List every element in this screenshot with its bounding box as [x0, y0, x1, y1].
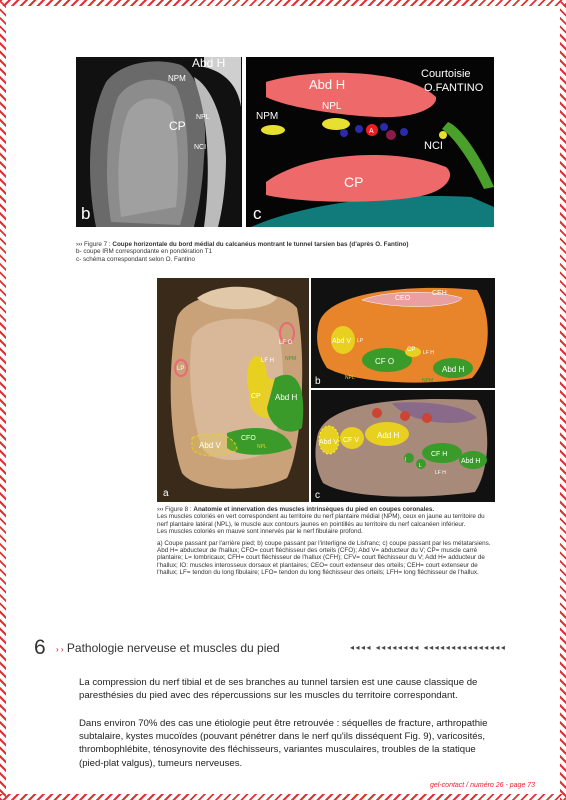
mri-label-npm: NPM	[168, 74, 186, 83]
a-label-lp: LP	[177, 366, 185, 372]
caption-label: Figure 7 :	[84, 241, 111, 248]
caption-title: Anatomie et innervation des muscles intrinsèques du pied en coupes coronales.	[193, 506, 435, 513]
schema-label-npm: NPM	[256, 111, 279, 122]
a-label-abd-h: Abd H	[275, 393, 298, 402]
decorative-border-left	[0, 0, 6, 800]
c-label-abd-h: Abd H	[461, 458, 481, 465]
b-label-cp: CP	[407, 347, 416, 353]
caption-abbreviations: Abd H= abducteur de l'hallux; CFO= court fléchisseur des orteils (CFO); Abd V= abducteur du V; CP= muscle carré plantaire; L= lombricaux; CFH= court fléchisseur de l'hallux (CFH); CFV= court fléchisseur du V; Add H= adducteur de l'hallux; IO: muscles interosseux dorsaux et plantaires; CEO= court extenseur des orteils; CEH= court extenseur de l'hallux; LF= tendon du long fibulaire; LFO= tendon du long fléchisseur des orteils; LFH= long fléchisseur de l'hallux.	[157, 547, 485, 577]
panel-letter-c8: c	[315, 490, 320, 501]
caption-label: Figure 8 :	[165, 506, 192, 513]
a-label-abd-v: Abd V	[199, 441, 221, 450]
b-label-npl: NPL	[345, 375, 355, 381]
b-label-cfo: CF O	[375, 357, 395, 366]
decorative-border-bottom	[0, 794, 566, 800]
b-label-ceo: CEO	[395, 295, 411, 302]
page-footer: gel-contact / numéro 26 - page 73	[430, 782, 536, 789]
mri-label-abd-h: Abd H	[192, 57, 226, 70]
schema-label-a: A	[369, 128, 374, 135]
b-label-abd-h: Abd H	[442, 365, 465, 374]
caption-paragraph: a) Coupe passant par l'arrière pied; b) coupe passant par l'interligne de Lisfranc; c) coupe passant par les métatarsiens.	[157, 539, 491, 547]
caption-arrows: ›››	[76, 241, 83, 248]
c-label-i: I	[405, 457, 407, 463]
mri-label-cp: CP	[169, 119, 186, 133]
caption-line-b: b- coupe IRM correspondante en pondération T1	[76, 248, 213, 256]
c-label-lfh: LF H	[435, 470, 446, 476]
caption-arrows: ›››	[157, 506, 164, 513]
decorative-border-top	[0, 0, 566, 6]
body-paragraph-2: Dans environ 70% des cas une étiologie peut être retrouvée : séquelles de fracture, arthropathie subtalaire, kystes mucoïdes (pouvant pénétrer dans le nerf qu'ils disséquent Fig. 9), varicosités, thrombophlébite, ténosynovite des fléchisseurs, variantes musculaires, troubles de la statique (pied-plat valgus), tumeurs nerveuses.	[79, 718, 488, 769]
caption-title: Coupe horizontale du bord médial du calcanéus montrant le tunnel tarsien bas (d'après O. Fantino)	[112, 241, 409, 248]
panel-letter-a: a	[163, 488, 169, 499]
figure-8	[157, 278, 495, 502]
a-label-cfo: CFO	[241, 435, 256, 442]
section-heading	[56, 641, 280, 655]
section-number: 6	[34, 636, 46, 659]
a-label-npl: NPL	[257, 444, 267, 450]
c-label-abd-v: Abd V	[319, 439, 339, 446]
figure-7	[76, 57, 494, 227]
c-label-add-h: Add H	[377, 431, 400, 440]
caption-line-c: c- schéma correspondant selon O. Fantino	[76, 255, 196, 263]
section-title: Pathologie nerveuse et muscles du pied	[66, 641, 280, 655]
caption-paragraph: Les muscles coloriés en mauve sont innervés par le nerf fibulaire profond.	[157, 528, 363, 536]
credit-line-1: Courtoisie	[421, 68, 471, 80]
section-marker: › ›	[56, 645, 64, 654]
b-label-abd-v: Abd V	[332, 338, 352, 345]
b-label-lp: LP	[357, 338, 364, 344]
schema-label-nci: NCI	[424, 140, 443, 152]
figure-8-panel-b	[311, 278, 495, 388]
mri-label-nci: NCI	[194, 144, 207, 151]
a-label-lfo: LF O	[279, 340, 293, 346]
decorative-border-right	[560, 0, 566, 800]
c-label-cfh: CF H	[431, 451, 448, 458]
schema-label-npl: NPL	[322, 101, 342, 112]
schema-label-cp: CP	[344, 174, 364, 190]
panel-letter-b: b	[81, 204, 91, 223]
a-label-lfh: LF H	[261, 358, 275, 364]
credit-line-2: O.FANTINO	[424, 82, 484, 94]
panel-letter-c: c	[253, 204, 262, 223]
b-label-npm: NPM	[422, 378, 434, 384]
figure-7-caption	[76, 241, 496, 263]
a-label-npm: NPM	[285, 356, 297, 362]
figure-7-schema-panel	[246, 57, 494, 227]
caption-paragraph: Les muscles coloriés en vert correspondent au territoire du nerf plantaire médial (NPM), ceux en jaune au territoire du nerf plantaire latéral (NPL), le muscle aux contours jaunes en pointillés au territoire du nerf calcanéen inférieur.	[157, 513, 485, 528]
panel-letter-b8: b	[315, 376, 321, 387]
mri-label-npl: NPL	[196, 114, 210, 121]
section-decoration: ◂◂◂◂ ◂◂◂◂◂◂◂◂ ◂◂◂◂◂◂◂◂◂◂◂◂◂◂◂	[350, 643, 507, 652]
figure-8-panel-c	[311, 390, 495, 502]
b-label-lfh: LF H	[423, 350, 434, 356]
b-label-ceh: CEH	[432, 290, 447, 297]
a-label-cp: CP	[251, 393, 261, 400]
body-paragraph-1: La compression du nerf tibial et de ses branches au tunnel tarsien est une cause classique de paresthésies du pied avec des répercussions sur les muscles du territoire correspondant.	[79, 677, 478, 702]
figure-7-mri-panel	[76, 57, 242, 227]
figure-8-caption	[157, 506, 497, 577]
c-label-cfv: CF V	[343, 437, 359, 444]
schema-label-abd-h: Abd H	[309, 77, 346, 92]
c-label-l: L	[419, 463, 422, 469]
figure-8-panel-a	[157, 278, 309, 502]
